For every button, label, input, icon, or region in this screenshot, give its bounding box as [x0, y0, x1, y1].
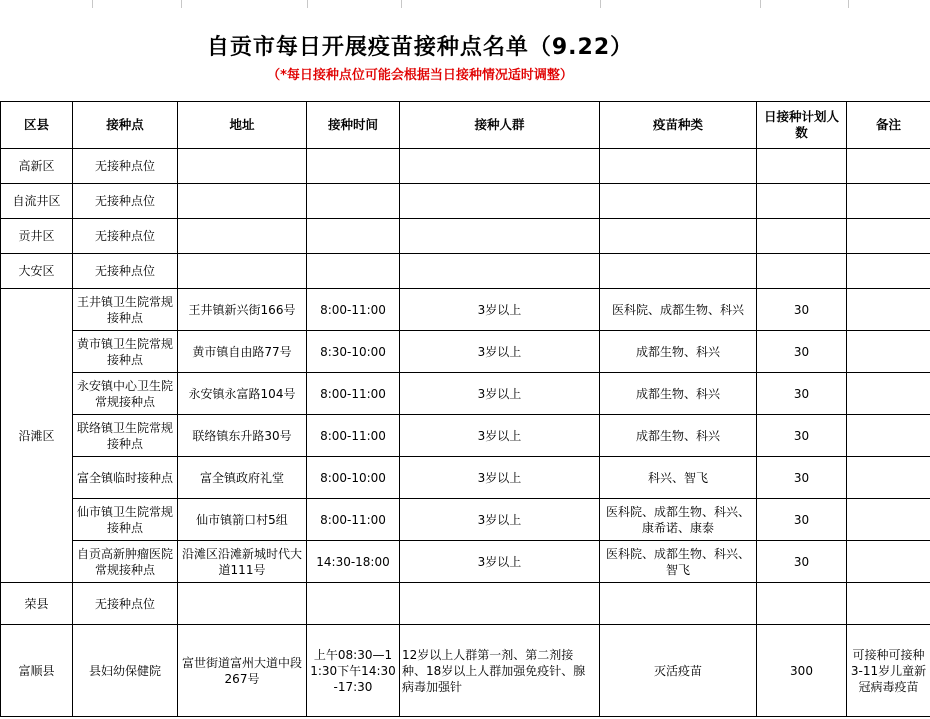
page-title: 自贡市每日开展疫苗接种点名单（9.22）	[206, 35, 634, 60]
people-cell: 3岁以上	[400, 289, 600, 331]
site-cell: 仙市镇卫生院常规接种点	[73, 499, 178, 541]
table-row	[1, 219, 930, 254]
header-district: 区县	[1, 102, 73, 149]
people-cell: 3岁以上	[400, 457, 600, 499]
district-cell: 富顺县	[1, 625, 73, 717]
address-cell: 王井镇新兴街166号	[178, 289, 307, 331]
table-row	[1, 583, 930, 625]
note-cell	[847, 541, 930, 583]
header-count: 日接种计划人数	[757, 102, 847, 149]
time-cell: 8:00-11:00	[307, 499, 400, 541]
note-cell	[847, 499, 930, 541]
vaccine-cell: 医科院、成都生物、科兴、康希诺、康泰	[600, 499, 757, 541]
address-cell: 富全镇政府礼堂	[178, 457, 307, 499]
address-cell: 富世街道富州大道中段267号	[178, 625, 307, 717]
header-row	[1, 102, 930, 149]
table-row	[1, 331, 930, 373]
district-cell: 贡井区	[1, 219, 73, 254]
count-cell: 30	[757, 331, 847, 373]
count-cell: 30	[757, 415, 847, 457]
header-address: 地址	[178, 102, 307, 149]
people-cell: 12岁以上人群第一剂、第二剂接种、18岁以上人群加强免疫针、腺病毒加强针	[400, 625, 600, 717]
time-cell: 上午08:30—11:30下午14:30-17:30	[307, 625, 400, 717]
district-cell: 自流井区	[1, 184, 73, 219]
note-cell	[847, 289, 930, 331]
site-cell: 自贡高新肿瘤医院常规接种点	[73, 541, 178, 583]
people-cell: 3岁以上	[400, 541, 600, 583]
address-cell: 黄市镇自由路77号	[178, 331, 307, 373]
district-cell: 荣县	[1, 583, 73, 625]
table-row	[1, 373, 930, 415]
count-cell: 30	[757, 373, 847, 415]
note-cell	[847, 457, 930, 499]
vaccine-cell: 成都生物、科兴	[600, 331, 757, 373]
count-cell: 30	[757, 499, 847, 541]
header-site: 接种点	[73, 102, 178, 149]
table-row	[1, 415, 930, 457]
site-cell: 无接种点位	[73, 583, 178, 625]
header-people: 接种人群	[400, 102, 600, 149]
vaccine-cell: 科兴、智飞	[600, 457, 757, 499]
header-note: 备注	[847, 102, 930, 149]
address-cell: 仙市镇箭口村5组	[178, 499, 307, 541]
vaccination-table	[0, 101, 930, 717]
count-cell: 30	[757, 457, 847, 499]
count-cell: 300	[757, 625, 847, 717]
site-cell: 王井镇卫生院常规接种点	[73, 289, 178, 331]
people-cell: 3岁以上	[400, 373, 600, 415]
site-cell: 无接种点位	[73, 149, 178, 184]
table-row	[1, 254, 930, 289]
address-cell: 永安镇永富路104号	[178, 373, 307, 415]
time-cell: 8:30-10:00	[307, 331, 400, 373]
district-cell: 沿滩区	[1, 289, 73, 583]
time-cell: 8:00-11:00	[307, 415, 400, 457]
time-cell: 8:00-10:00	[307, 457, 400, 499]
note-cell: 可接种可接种3-11岁儿童新冠病毒疫苗	[847, 625, 930, 717]
vaccine-cell: 医科院、成都生物、科兴	[600, 289, 757, 331]
header-vaccine: 疫苗种类	[600, 102, 757, 149]
count-cell: 30	[757, 289, 847, 331]
note-cell	[847, 373, 930, 415]
vaccine-cell: 医科院、成都生物、科兴、智飞	[600, 541, 757, 583]
table-row	[1, 499, 930, 541]
vaccine-cell: 灭活疫苗	[600, 625, 757, 717]
title-area	[0, 8, 930, 101]
note-cell	[847, 331, 930, 373]
table-row	[1, 149, 930, 184]
note-cell	[847, 415, 930, 457]
district-cell: 大安区	[1, 254, 73, 289]
people-cell: 3岁以上	[400, 331, 600, 373]
count-cell: 30	[757, 541, 847, 583]
site-cell: 无接种点位	[73, 184, 178, 219]
time-cell: 14:30-18:00	[307, 541, 400, 583]
address-cell: 沿滩区沿滩新城时代大道111号	[178, 541, 307, 583]
site-cell: 县妇幼保健院	[73, 625, 178, 717]
site-cell: 富全镇临时接种点	[73, 457, 178, 499]
vaccine-cell: 成都生物、科兴	[600, 415, 757, 457]
time-cell: 8:00-11:00	[307, 289, 400, 331]
address-cell: 联络镇东升路30号	[178, 415, 307, 457]
table-row	[1, 184, 930, 219]
header-time: 接种时间	[307, 102, 400, 149]
people-cell: 3岁以上	[400, 499, 600, 541]
site-cell: 无接种点位	[73, 254, 178, 289]
people-cell: 3岁以上	[400, 415, 600, 457]
time-cell: 8:00-11:00	[307, 373, 400, 415]
site-cell: 永安镇中心卫生院常规接种点	[73, 373, 178, 415]
page-subtitle: （*每日接种点位可能会根据当日接种情况适时调整）	[267, 68, 573, 83]
sheet-top-gridlines	[0, 0, 930, 8]
table-row	[1, 289, 930, 331]
table-row	[1, 625, 930, 717]
district-cell: 高新区	[1, 149, 73, 184]
site-cell: 黄市镇卫生院常规接种点	[73, 331, 178, 373]
table-row	[1, 457, 930, 499]
site-cell: 无接种点位	[73, 219, 178, 254]
vaccine-cell: 成都生物、科兴	[600, 373, 757, 415]
site-cell: 联络镇卫生院常规接种点	[73, 415, 178, 457]
table-row	[1, 541, 930, 583]
